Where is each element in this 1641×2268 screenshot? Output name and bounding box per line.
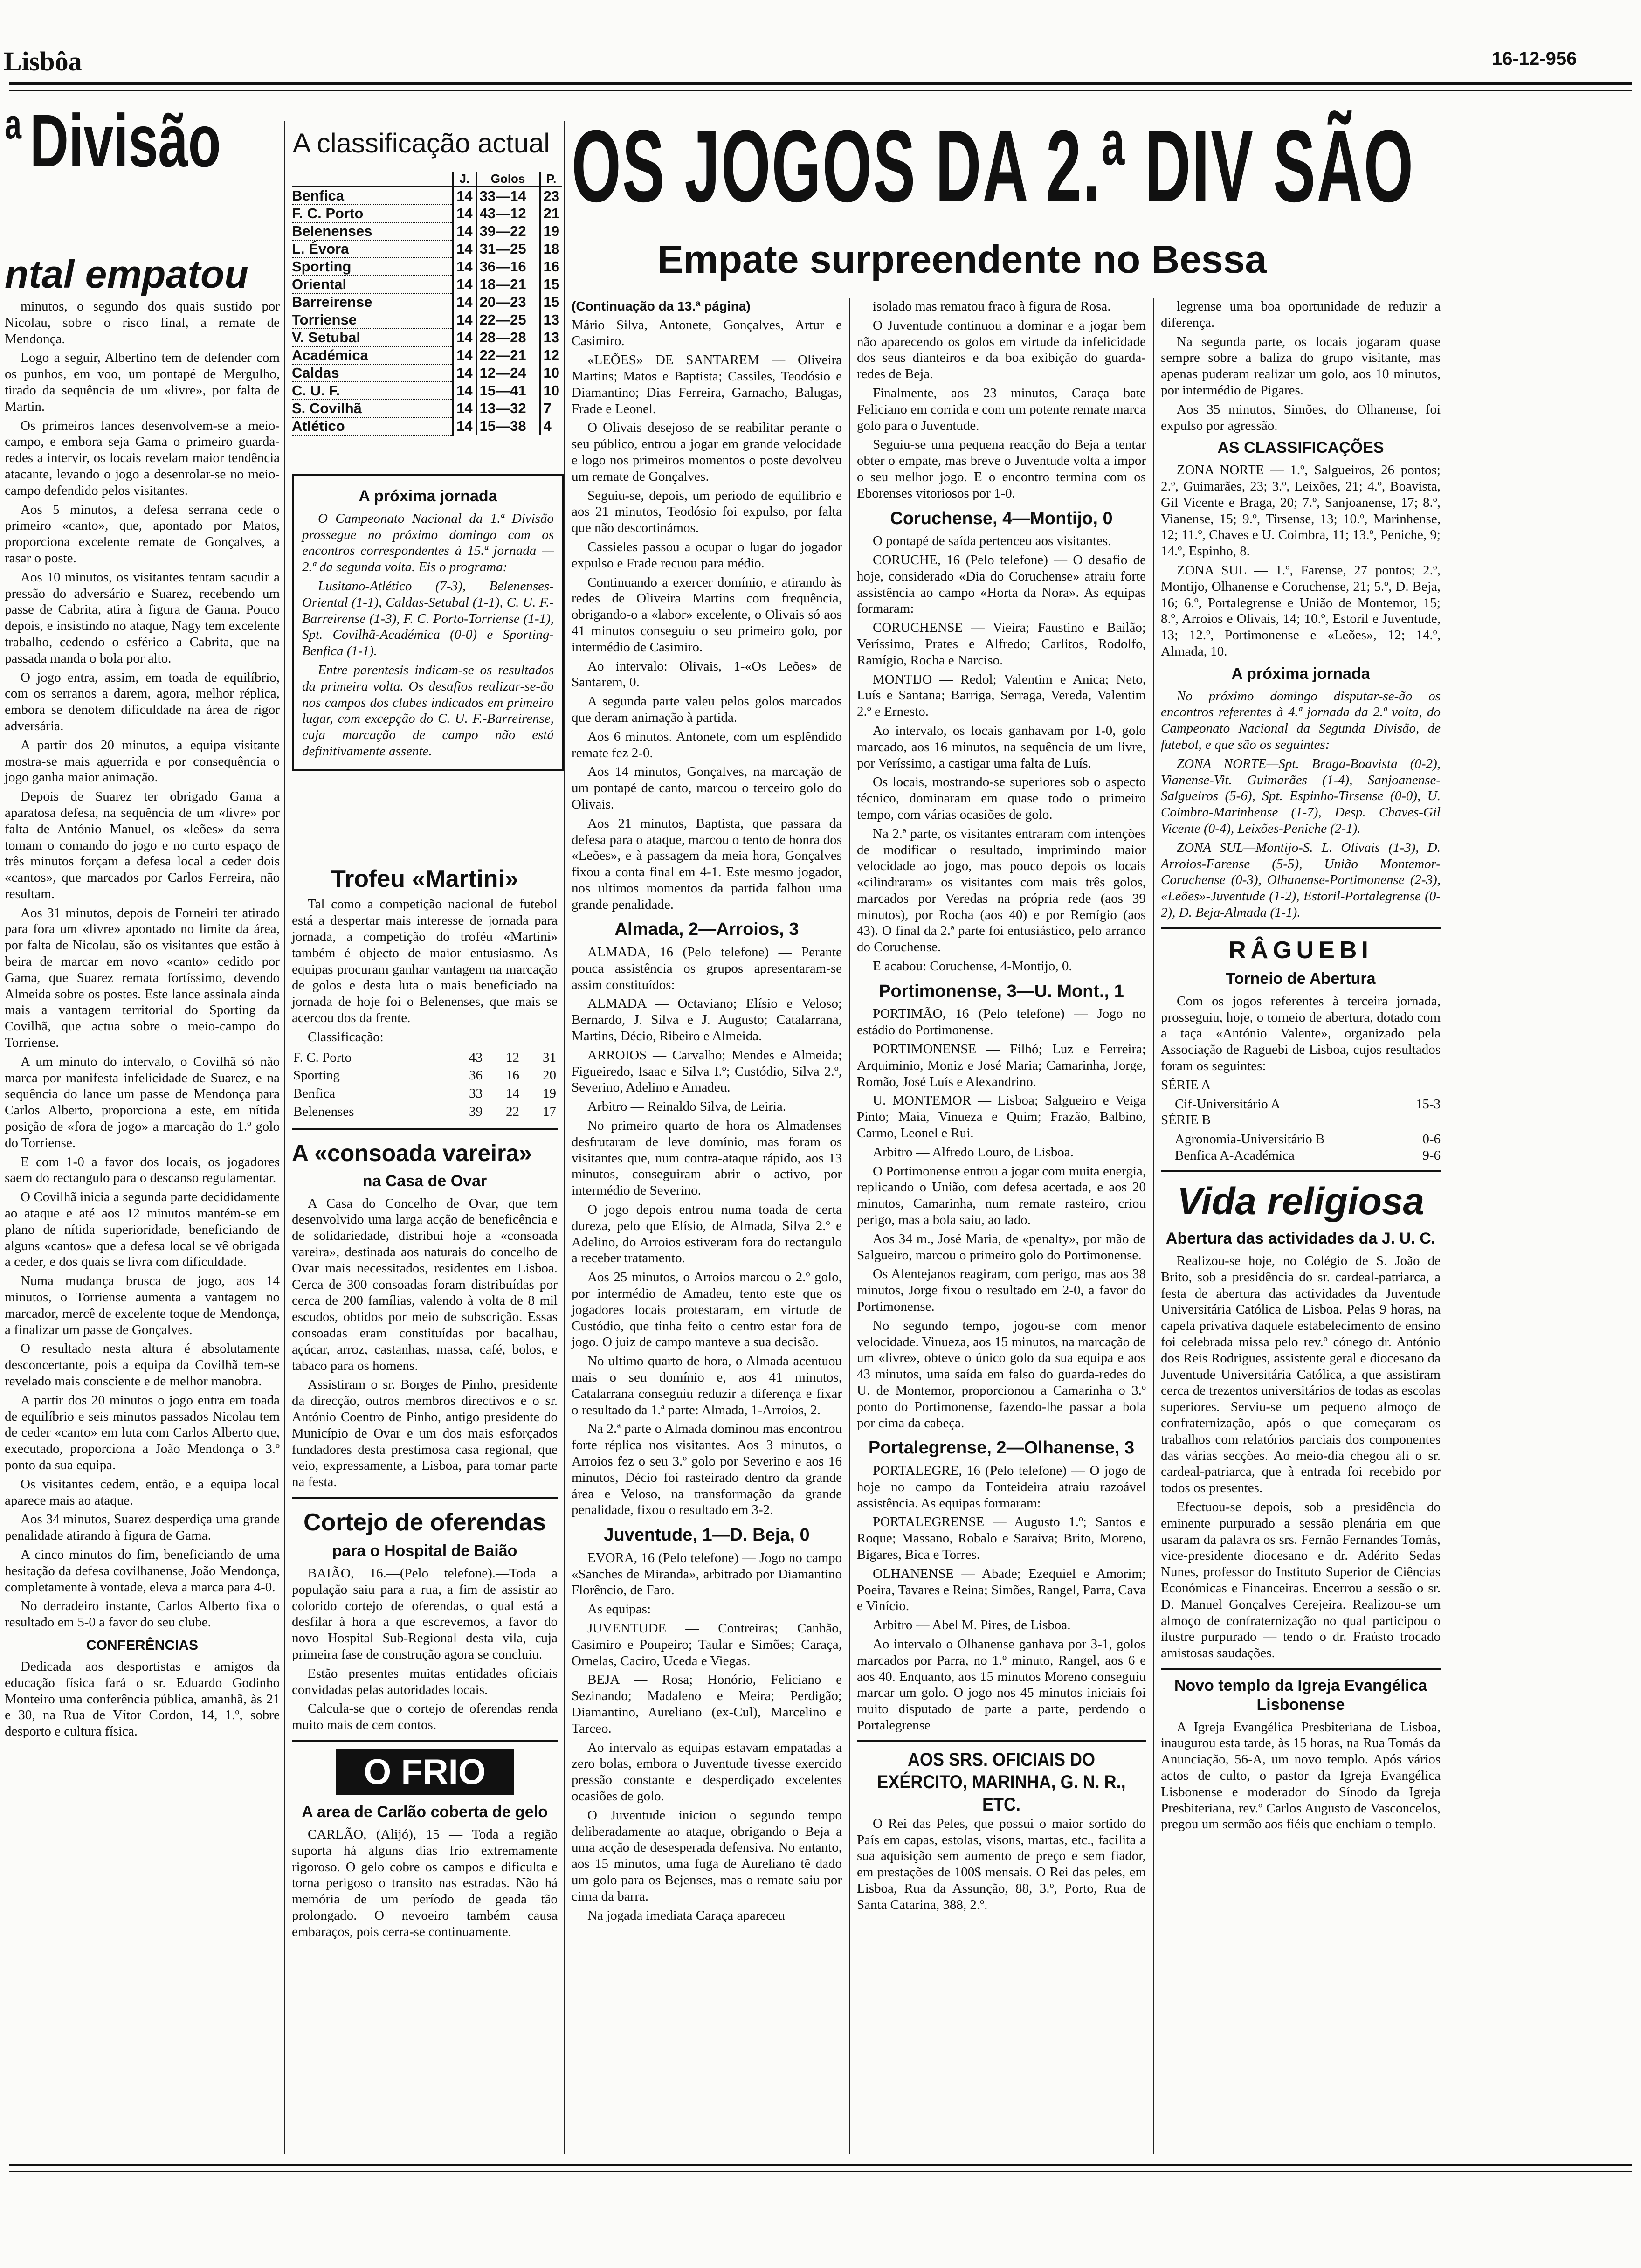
- games: 14: [453, 293, 476, 311]
- goals: 33—14: [476, 187, 540, 205]
- points: 13: [540, 329, 562, 346]
- team-name: Sporting: [293, 1068, 340, 1083]
- left-paragraph: E com 1-0 a favor dos locais, os jogadores saem do rectangulo para o descanso regulamentar.: [5, 1154, 280, 1186]
- games: 14: [453, 364, 476, 382]
- proxima2-norte: ZONA NORTE—Spt. Braga-Boavista (0-2), Vianense-Vit. Guimarães (1-4), Sanjoanense-Salgueiros (5-6), Spt. Espinho-Tirsense (0-0), U. Coimbra-Marinhense (1-7), Desp. Chaves-Gil Vicente (0-4), Leixões-Peniche (2-1).: [1161, 756, 1441, 836]
- team-name: Benfica: [292, 187, 453, 205]
- left-paragraph: Aos 5 minutos, a defesa serrana cede o primeiro «canto», que, apontado por Matos, proporciona excelente remate de Gonçalves, a rasar o poste.: [5, 502, 280, 566]
- table-row: [293, 1067, 557, 1084]
- raguebi-result: Agronomia-Universitário B 0-6: [1175, 1132, 1441, 1147]
- article-paragraph: Finalmente, aos 23 minutos, Caraça bate Feliciano em corrida e com um potente remate marca golo para o Juventude.: [857, 385, 1146, 433]
- article-paragraph: legrense uma boa oportunidade de reduzir a diferença.: [1161, 299, 1441, 330]
- consoada-p1: A Casa do Concelho de Ovar, que tem desenvolvido uma larga acção de beneficência e de solidariedade, distribui hoje a «consoada vareira», destinada aos naturais do concelho de Ovar mais necessitados, residentes em Lisboa. Cerca de 300 consoadas foram distribuídas por cerca de 200 famílias, valendo à volta de 8 mil escudos, obtidos por meio de subscrição. Essas consoadas eram constituídas por bacalhau, açúcar, arroz, castanhas, massa, café, bolos, e tabaco para os homens.: [292, 1196, 558, 1373]
- frio-subtitle: A area de Carlão coberta de gelo: [302, 1803, 548, 1821]
- left-paragraph: Aos 10 minutos, os visitantes tentam sacudir a pressão do adversário e Suarez, recebendo um passe de Cabrita, atira à figura de Gama. Pouco depois, e insistindo no ataque, Nagy tem excelente trabalho, cedendo o esférico a Cabrita, que na passada manda o bola por alto.: [5, 569, 280, 666]
- score-cell: 22: [505, 1104, 519, 1119]
- goals: 39—22: [476, 222, 540, 240]
- left-paragraph: Depois de Suarez ter obrigado Gama a aparatosa defesa, na sequência de um «livre» por falta de António Manuel, os «leões» da serra tomam o comando do jogo e no curto espaço de três minutos forçam a defesa local a ceder dois «cantos», que marcados por Carlos Ferreira, não resultam.: [5, 789, 280, 901]
- article-paragraph: Aos 21 minutos, Baptista, que passara da defesa para o ataque, marcou o tento de honra dos «Leões», e à passagem da meia hora, Gonçalves fixou a conta final em 4-1. Este mesmo jogador, nos ultimos momentos da partida falhou uma grande penalidade.: [572, 816, 842, 912]
- team-name: Belenenses: [292, 222, 453, 240]
- masthead-rule: [9, 82, 1632, 91]
- article-paragraph: Os Alentejanos reagiram, com perigo, mas aos 38 minutos, Jorge fixou o resultado em 2-0, a favor do Portimonense.: [857, 1266, 1146, 1314]
- team-name: C. U. F.: [292, 382, 453, 400]
- team-name: F. C. Porto: [293, 1050, 352, 1065]
- goals: 18—21: [476, 276, 540, 293]
- game-almada-title: Almada, 2—Arroios, 3: [614, 920, 799, 940]
- cortejo-title: Cortejo de oferendas: [303, 1508, 546, 1536]
- trofeu-section: [292, 855, 558, 1943]
- article-paragraph: Aos 6 minutos. Antonete, com um esplêndido remate fez 2-0.: [572, 729, 842, 761]
- col-j: J.: [453, 172, 476, 187]
- left-big-title: $^a$ Divisão: [5, 99, 221, 182]
- article-paragraph: OLHANENSE — Abade; Ezequiel e Amorim; Poeira, Tavares e Reina; Simões, Rangel, Parra, Cava e Vinício.: [857, 1566, 1146, 1614]
- left-paragraph: O resultado nesta altura é absolutamente desconcertante, pois a equipa da Covilhã tem-se revelado mais consciente e de melhor manobra.: [5, 1341, 280, 1389]
- proxima-title: A próxima jornada: [359, 487, 497, 505]
- left-paragraph: Os primeiros lances desenvolvem-se a meio-campo, e embora seja Gama o primeiro guarda-redes a intervir, os locais revelam maior tendência atacante, levando o jogo a desenrolar-se no meio-campo defendido pelos visitantes.: [5, 418, 280, 498]
- left-paragraph: A cinco minutos do fim, beneficiando de uma hesitação da defesa covilhanense, João Mendonça, completamente à vontade, eleva a marca para 4-0.: [5, 1547, 280, 1595]
- article-paragraph: Na segunda parte, os locais jogaram quase sempre sobre a baliza do grupo visitante, mas apenas puderam realizar um golo, aos 10 minutos, por intermédio de Pigares.: [1161, 334, 1441, 398]
- games: 14: [453, 346, 476, 364]
- article-paragraph: Ao intervalo as equipas estavam empatadas a zero bolas, embora o Juventude tivesse exercido pressão constante e desperdiçado excelentes ocasiões de golo.: [572, 1740, 842, 1804]
- conferencias-text: Dedicada aos desportistas e amigos da educação física fará o sr. Eduardo Godinho Monteiro uma conferência pública, amanhã, às 21 e 30, na Rua de Vítor Cordon, 14, 1.º, sobre desporto e cultura física.: [5, 1659, 280, 1739]
- raguebi-serie-b: SÉRIE B: [1161, 1113, 1211, 1128]
- left-subhead: ntal empatou: [5, 252, 248, 296]
- article-paragraph: isolado mas rematou fraco à figura de Rosa.: [873, 299, 1111, 314]
- table-row: [292, 293, 562, 311]
- table-row: [292, 258, 562, 276]
- article-paragraph: Arbitro — Abel M. Pires, de Lisboa.: [873, 1618, 1071, 1633]
- table-row: [293, 1103, 557, 1120]
- raguebi-text: Com os jogos referentes à terceira jornada, prosseguiu, hoje, o torneio de abertura, dotado com a taça «António Valente», organizado pela Associação de Raguebi de Lisboa, cujos resultados foram os seguintes:: [1161, 993, 1441, 1074]
- article-paragraph: Aos 14 minutos, Gonçalves, na marcação de um pontapé de canto, marcou o terceiro golo do Olivais.: [572, 764, 842, 812]
- article-paragraph: No segundo tempo, jogou-se com menor velocidade. Vinueza, aos 15 minutos, na marcação de um «livre», obteve o único golo da sua equipa e aos 43 minutos, uma saída em falso do guarda-redes do U. de Montemor, proporcionou a Camarinha o 3.º ponto do Portimonense, fazendo-lhe passar a bola por cima da cabeça.: [857, 1318, 1146, 1431]
- article-paragraph: Arbitro — Reinaldo Silva, de Leiria.: [587, 1099, 786, 1114]
- points: 7: [540, 400, 562, 417]
- ad-text: O Rei das Peles, que possui o maior sortido do País em capas, estolas, visons, martas, etc., facilita a sua aquisição sem aumento de preço e sem fiador, em prestações de 100$ mensais. O Rei das peles, em Lisboa, Rua da Assunção, 88, 3.º, Porto, Rua de Santa Catarina, 388, 2.º.: [857, 1816, 1146, 1912]
- classificacoes-title: AS CLASSIFICAÇÕES: [1217, 439, 1384, 457]
- goals: 43—12: [476, 205, 540, 222]
- raguebi-title: RÂGUEBI: [1228, 936, 1373, 964]
- article-paragraph: Aos 34 m., José Maria, de «penalty», por mão de Salgueiro, marcou o primeiro golo do Portimonense.: [857, 1231, 1146, 1263]
- article-paragraph: A segunda parte valeu pelos golos marcados que deram animação à partida.: [572, 694, 842, 725]
- article-paragraph: Os locais, mostrando-se superiores sob o aspecto técnico, dominaram em quase todo o primeiro tempo, com várias ocasiões de golo.: [857, 774, 1146, 822]
- points: 21: [540, 205, 562, 222]
- goals: 15—41: [476, 382, 540, 400]
- article-paragraph: As equipas:: [587, 1602, 651, 1617]
- points: 12: [540, 346, 562, 364]
- table-row: [292, 417, 562, 435]
- left-paragraph: Numa mudança brusca de jogo, aos 14 minutos, o Torriense aumenta a vantagem no marcador, mercê de excelente toque de Mendonça, a finalizar um passe de Gonçalves.: [5, 1273, 280, 1337]
- left-paragraph: A um minuto do intervalo, o Covilhã só não marca por manifesta infelicidade de Suarez, e na sequência do lance um passe de Mendonça para Carlos Alberto, proporciona a este, em nítida posição de «fora de jogo» a marcação do 1.º golo do Torriense.: [5, 1054, 280, 1150]
- col-golos: Golos: [476, 172, 540, 187]
- games: 14: [453, 311, 476, 329]
- templo-text: A Igreja Evangélica Presbiteriana de Lisboa, inaugurou esta tarde, às 15 horas, na Rua Tomás da Anunciação, 56-A, um novo templo. Após vários actos de culto, o pastor da Igreja Evangélica Lisbonense e moderador do Sínodo da Igreja Presbiteriana, rev.º Carlos Augusto de Vasconcelos, pregou um sermão aos fiéis que enchiam o templo.: [1161, 1719, 1441, 1832]
- article-paragraph: JUVENTUDE — Contreiras; Canhão, Casimiro e Poupeiro; Taular e Simões; Caraça, Ornelas, Caciro, Uceda e Viegas.: [572, 1620, 842, 1668]
- raguebi-serie-a: SÉRIE A: [1161, 1077, 1211, 1093]
- trofeu-table: [292, 1048, 558, 1121]
- consoada-title: A «consoada vareira»: [292, 1140, 532, 1166]
- article-paragraph: ALMADA, 16 (Pelo telefone) — Perante pouca assistência os grupos apresentaram-se assim constituídos:: [572, 945, 842, 992]
- left-paragraph: A partir dos 20 minutos o jogo entra em toada de equilíbrio e seis minutos passados Nicolau tem de ceder «canto» em luta com Carlos Alberto que, executado, proporciona a João Mendonça o 3.º ponto da sua equipa.: [5, 1392, 280, 1473]
- article-paragraph: CORUCHE, 16 (Pelo telefone) — O desafio de hoje, considerado «Dia do Coruchense» atraiu forte assistência ao campo «Horta da Nora». As equipas formaram:: [857, 552, 1146, 616]
- games: 14: [453, 187, 476, 205]
- team-name: Barreirense: [292, 293, 453, 311]
- classification-title: A classificação actual: [293, 128, 550, 159]
- table-row: [292, 364, 562, 382]
- proxima-box: [292, 474, 564, 771]
- article-paragraph: No primeiro quarto de hora os Almadenses desfrutaram de leve domínio, mas foram os visitantes que, num contra-ataque rápido, aos 13 minutos, conseguiram abrir o activo, por intermédio de Severino.: [572, 1118, 842, 1198]
- column-rule: [564, 121, 565, 2154]
- table-row: [292, 240, 562, 258]
- goals: 22—25: [476, 311, 540, 329]
- article-paragraph: Ao intervalo, os locais ganhavam por 1-0, golo marcado, aos 16 minutos, na sequência de um livre, por Veríssimo, a castigar uma falta de Luís.: [857, 723, 1146, 771]
- points: 10: [540, 364, 562, 382]
- goals: 13—32: [476, 400, 540, 417]
- article-paragraph: Seguiu-se, depois, um período de equilíbrio e aos 21 minutos, Teodósio foi expulso, por falta que não descortinámos.: [572, 488, 842, 536]
- article-paragraph: Arbitro — Alfredo Louro, de Lisboa.: [873, 1144, 1074, 1160]
- article-paragraph: Na jogada imediata Caraça apareceu: [587, 1908, 785, 1923]
- team-name: Atlético: [292, 417, 453, 435]
- article-paragraph: Aos 35 minutos, Simões, do Olhanense, foi expulso por agressão.: [1161, 401, 1441, 433]
- proxima-note: Entre parentesis indicam-se os resultados da primeira volta. Os desafios realizar-se-ão nos campos dos clubes indicados em primeiro lugar, com excepção do C. U. F.-Barreirense, cuja marcação de campo não está definitivamente assente.: [302, 662, 554, 759]
- points: 13: [540, 311, 562, 329]
- left-paragraph: A partir dos 20 minutos, a equipa visitante mostra-se mais aguerrida e por consequência o jogo ganha maior animação.: [5, 737, 280, 785]
- team-name: Benfica: [293, 1086, 336, 1101]
- table-row: [293, 1049, 557, 1066]
- table-row: [292, 187, 562, 205]
- left-article: [5, 298, 280, 1742]
- team-name: Oriental: [292, 276, 453, 293]
- consoada-subtitle: na Casa de Ovar: [362, 1172, 487, 1190]
- vida-p2: Efectuou-se depois, sob a presidência do eminente purpurado a sessão plenária em que usaram da palavra os srs. Fernão Fernandes Tomás, vice-presidente diocesano e dr. Adérito Sedas Nunes, professor do Instituto Superior de Ciências Económicas e Financeiras. Encerrou a sessão o sr. D. Manuel Gonçalves Cerejeira. Realizou-se um almoço de confraternização no qual participou o ilustre purpurado — tendo o dr. Fraústo trocado amistosas saudações.: [1161, 1499, 1441, 1661]
- score-cell: 14: [505, 1086, 519, 1101]
- article-paragraph: Aos 25 minutos, o Arroios marcou o 2.º golo, por intermédio de Amadeu, tento este que os jogadores locais protestaram, em virtude de Custódio, que tinha feito o centro estar fora de jogo. O juiz de campo manteve a sua decisão.: [572, 1270, 842, 1350]
- article-paragraph: O Juventude continuou a dominar e a jogar bem não aparecendo os golos em virtude da infelicidade dos seus dianteiros e da boa exibição do guarda-redes de Beja.: [857, 318, 1146, 382]
- classificacoes-paragraph: ZONA NORTE — 1.º, Salgueiros, 26 pontos; 2.º, Guimarães, 23; 3.º, Leixões, 21; 4.º, Boavista, Gil Vicente e Braga, 20; 7.º, Sanjoanense, 17; 8.º, Vianense, 15; 9.º, Tirsense, 13; 10.º, Marinhense, 12; 11.º, Chaves e U. Coimbra, 11; 13.º, Peniche, 9; 14.º, Espinho, 8.: [1161, 463, 1441, 559]
- main-col-3: [1161, 298, 1441, 1835]
- c1-intro: Mário Silva, Antonete, Gonçalves, Artur e Casimiro.: [572, 317, 842, 349]
- game-portalegrense-title: Portalegrense, 2—Olhanense, 3: [868, 1438, 1135, 1458]
- team-name: S. Covilhã: [292, 400, 453, 417]
- article-paragraph: O jogo depois entrou numa toada de certa dureza, pelo que Elísio, de Almada, Silva 2.º e Adelino, do Arroios estiveram fora do rectangulo a receber tratamento.: [572, 1202, 842, 1266]
- classificacoes-paragraph: ZONA SUL — 1.º, Farense, 27 pontos; 2.º, Montijo, Olhanense e Coruchense, 21; 5.º, D. Beja, 16; 6.º, Portalegrense e União de Montemor, 15; 8.º, Arroios e Olivais, 14; 10.º, Estoril e Juventude, 13; 12.º, Portimonense e «Leões», 12; 14.º, Almada, 10.: [1161, 562, 1441, 659]
- points: 19: [540, 222, 562, 240]
- table-row: [292, 329, 562, 346]
- team-name: Torriense: [292, 311, 453, 329]
- left-paragraph: Logo a seguir, Albertino tem de defender com os punhos, em voo, um pontapé de Mergulho, tirado da sequência de um «livre», por falta de Martin.: [5, 350, 280, 414]
- article-paragraph: MONTIJO — Redol; Valentim e Anica; Neto, Luís e Santana; Barriga, Serraga, Vereda, Valentim 2.º e Ernesto.: [857, 671, 1146, 719]
- article-paragraph: PORTIMONENSE — Filhó; Luz e Ferreira; Arquiminio, Moniz e José Maria; Camarinha, Jorge, Romão, José Luís e Alexandrino.: [857, 1042, 1146, 1089]
- goals: 31—25: [476, 240, 540, 258]
- article-paragraph: Ao intervalo: Olivais, 1-«Os Leões» de Santarem, 0.: [572, 658, 842, 690]
- team-name: Belenenses: [293, 1104, 354, 1119]
- points: 18: [540, 240, 562, 258]
- vida-subtitle: Abertura das actividades da J. U. C.: [1165, 1230, 1436, 1248]
- proxima-program: Lusitano-Atlético (7-3), Belenenses-Oriental (1-1), Caldas-Setubal (1-1), C. U. F.-Barreirense (1-3), F. C. Porto-Torriense (1-1), Spt. Covilhã-Académica (0-0) e Sporting-Benfica (1-1).: [302, 578, 554, 659]
- score-cell: 36: [469, 1068, 483, 1083]
- score-cell: 20: [543, 1068, 556, 1083]
- table-row: [292, 346, 562, 364]
- article-paragraph: CORUCHENSE — Vieira; Faustino e Bailão; Veríssimo, Prates e Alfredo; Carlitos, Rodolfo, Ramígio, Rocha e Narciso.: [857, 620, 1146, 668]
- vida-p1: Realizou-se hoje, no Colégio de S. João de Brito, sob a presidência do sr. cardeal-patriarca, a festa de abertura das actividades da Juventude Universitária Católica de Lisboa. Pelas 9 horas, na capela privativa daquele estabelecimento de ensino foi celebrada missa pelo rev.º cónego dr. António dos Reis Rodrigues, assistente geral e diocesano da Juventude Universitária Católica, a que assistiram cerca de trezentos universitários de todas as escolas superiores. Serviu-se um pequeno almoço de confraternização, após o que começaram os trabalhos com relatórios parciais dos componentes das várias secções. Ao meio-dia chegou ali o sr. cardeal-patriarca, que à entrada foi recebido por todos os presentes.: [1161, 1253, 1441, 1496]
- team-name: Caldas: [292, 364, 453, 382]
- article-paragraph: BEJA — Rosa; Honório, Feliciano e Sezinando; Madaleno e Meira; Perdigão; Diamantino, Aureliano (ex-Cul), Marcelino e Tarceo.: [572, 1672, 842, 1736]
- templo-title: Novo templo da Igreja Evangélica Lisbonense: [1174, 1676, 1427, 1714]
- games: 14: [453, 258, 476, 276]
- bottom-rule: [9, 2164, 1632, 2172]
- game-portimonense-title: Portimonense, 3—U. Mont., 1: [879, 981, 1124, 1001]
- games: 14: [453, 222, 476, 240]
- games: 14: [453, 205, 476, 222]
- article-paragraph: ARROIOS — Carvalho; Mendes e Almeida; Figueiredo, Isaac e Silva I.º; Custódio, Silva 2.º, Severino, Adelino e Amadeu.: [572, 1047, 842, 1095]
- goals: 20—23: [476, 293, 540, 311]
- article-paragraph: Seguiu-se uma pequena reacção do Beja a tentar obter o empate, mas breve o Juventude volta a impor o seu melhor jogo. E o encontro termina com os Eborenses vitoriosos por 1-0.: [857, 437, 1146, 501]
- score-cell: 33: [469, 1086, 483, 1101]
- score-cell: 17: [543, 1104, 556, 1119]
- column-rule: [284, 121, 285, 2154]
- points: 10: [540, 382, 562, 400]
- score-cell: 12: [505, 1050, 519, 1065]
- points: 16: [540, 258, 562, 276]
- points: 15: [540, 293, 562, 311]
- points: 4: [540, 417, 562, 435]
- score-cell: 19: [543, 1086, 556, 1101]
- classification-table: [292, 172, 562, 436]
- article-paragraph: Na 2.ª parte, os visitantes entraram com intenções de modificar o resultado, imprimindo maior velocidade ao jogo, mas pouco depois os locais «cilindraram» os visitantes com mais três golos, marcados por Veredas na própria rede (aos 39 minutos), por Rocha (aos 40) e por Remígio (aos 43). O final da 2.ª parte foi entusiástico, pelo arranco do Coruchense.: [857, 826, 1146, 955]
- trofeu-title: Trofeu «Martini»: [331, 865, 518, 892]
- cortejo-p3: Calcula-se que o cortejo de oferendas renda muito mais de cem contos.: [292, 1701, 558, 1733]
- frio-banner: [292, 1749, 558, 1795]
- games: 14: [453, 417, 476, 435]
- article-paragraph: O Portimonense entrou a jogar com muita energia, replicando o União, com defesa acertada, e aos 20 minutos, Camarinha, num remate rasteiro, criou perigo, mas a bola saiu, ao lado.: [857, 1163, 1146, 1228]
- goals: 15—38: [476, 417, 540, 435]
- left-paragraph: No derradeiro instante, Carlos Alberto fixa o resultado em 5-0 a favor do seu clube.: [5, 1598, 280, 1630]
- game-juventude-title: Juventude, 1—D. Beja, 0: [604, 1525, 810, 1545]
- left-paragraph: O Covilhã inicia a segunda parte decididamente ao ataque e até aos 12 minutos mantém-se em plano de nítida superioridade, beneficiando de alguns «cantos» que a defesa local se vê obrigada a ceder, e dos quais se livra com dificuldade.: [5, 1189, 280, 1270]
- score-cell: 16: [505, 1068, 519, 1083]
- goals: 36—16: [476, 258, 540, 276]
- article-paragraph: EVORA, 16 (Pelo telefone) — Jogo no campo «Sanches de Miranda», arbitrado por Diamantino Florêncio, de Faro.: [572, 1550, 842, 1598]
- game-coruchense-title: Coruchense, 4—Montijo, 0: [890, 508, 1113, 528]
- table-row: [292, 276, 562, 293]
- team-name: Sporting: [292, 258, 453, 276]
- team-name: Académica: [292, 346, 453, 364]
- main-col-2: [857, 298, 1146, 1916]
- left-paragraph: Os visitantes cedem, então, e a equipa local aparece mais ao ataque.: [5, 1476, 280, 1508]
- article-paragraph: PORTALEGRE, 16 (Pelo telefone) — O jogo de hoje no campo da Fonteideira atraiu razoável assistência. As equipas formaram:: [857, 1463, 1146, 1511]
- article-paragraph: Ao intervalo o Olhanense ganhava por 3-1, golos marcados por Parra, no 1.º minuto, Rangel, aos 6 e aos 40. Enquanto, aos 15 minutos Moreno conseguiu marcar um golo. O jogo nos 45 minutos iniciais foi muito disputado de parte a parte, perdendo o Portalegrense: [857, 1636, 1146, 1733]
- proxima2-sul: ZONA SUL—Montijo-S. L. Olivais (1-3), D. Arroios-Farense (5-5), União Montemor-Coruchense (0-3), Olhanense-Portimonense (2-3), «Leões»-Juventude (1-2), Estoril-Portalegrense (0-2), D. Beja-Almada (1-1).: [1161, 840, 1441, 920]
- column-rule: [849, 298, 850, 2154]
- games: 14: [453, 382, 476, 400]
- article-paragraph: O pontapé de saída pertenceu aos visitantes.: [873, 533, 1111, 549]
- article-paragraph: O Olivais desejoso de se reabilitar perante o seu público, entrou a jogar em grande velocidade e logo nos primeiros momentos o poste devolveu um remate de Gonçalves.: [572, 420, 842, 484]
- left-paragraph: Aos 34 minutos, Suarez desperdiça uma grande penalidade atirando à figura de Gama.: [5, 1512, 280, 1543]
- article-paragraph: PORTIMÃO, 16 (Pelo telefone) — Jogo no estádio do Portimonense.: [857, 1006, 1146, 1038]
- article-paragraph: PORTALEGRENSE — Augusto 1.º; Santos e Roque; Massano, Robalo e Saraiva; Brito, Moreno, Bigares, Bica e Torres.: [857, 1514, 1146, 1562]
- frio-title: O FRIO: [336, 1749, 514, 1795]
- team-name: V. Setubal: [292, 329, 453, 346]
- proxima2-title: A próxima jornada: [1231, 664, 1370, 683]
- masthead-date: 16-12-956: [1492, 48, 1577, 69]
- article-paragraph: U. MONTEMOR — Lisboa; Salgueiro e Veiga Pinto; Maia, Vinueza e Quim; Frazão, Balbino, Carmo, Leonel e Rui.: [857, 1093, 1146, 1141]
- left-paragraph: minutos, o segundo dos quais sustido por Nicolau, sobre o risco final, a remate de Mendonça.: [5, 299, 280, 346]
- score-cell: 43: [469, 1050, 483, 1065]
- conferencias-title: CONFERÊNCIAS: [86, 1637, 198, 1653]
- frio-p1: CARLÃO, (Alijó), 15 — Toda a região suporta há alguns dias frio extremamente rigoroso. O gelo cobre os campos e dificulta e torna perigoso o transito nas estradas. Não há memória de um período de geada tão prolongado. O nevoeiro também causa embaraços, pois cerra-se continuamente.: [292, 1827, 558, 1939]
- ad-title: AOS SRS. OFICIAIS DO EXÉRCITO, MARINHA, G. N. R., ETC.: [877, 1749, 1126, 1815]
- consoada-p2: Assistiram o sr. Borges de Pinho, presidente da direcção, outros membros directivos e o sr. António Coentro de Pinho, antigo presidente do Município de Ovar e um dos mais esforçados fundadores desta prestimosa casa regional, que veio, expressamente, a Lisboa, para tomar parte na festa.: [292, 1377, 558, 1490]
- cortejo-p1: BAIÃO, 16.—(Pelo telefone).—Toda a população saiu para a rua, a fim de assistir ao colorido cortejo de oferendas, o qual está a desfilar à hora a que escrevemos, a favor do novo Hospital Sub-Regional desta vila, cuja primeira fase de construção agora se concluiu.: [292, 1566, 558, 1662]
- team-name: F. C. Porto: [292, 205, 453, 222]
- trofeu-label: Classificação:: [308, 1029, 384, 1044]
- games: 14: [453, 329, 476, 346]
- games: 14: [453, 400, 476, 417]
- table-row: [292, 400, 562, 417]
- raguebi-subtitle: Torneio de Abertura: [1226, 970, 1376, 988]
- raguebi-banner: [1161, 936, 1441, 965]
- article-paragraph: Continuando a exercer domínio, e atirando às redes de Oliveira Martins com frequência, obrigando-o a «labor» excelente, o Olivais só aos 41 minutos conseguiu o seu primeiro golo, por intermédio de Casimiro.: [572, 574, 842, 655]
- raguebi-result: Benfica A-Académica 9-6: [1175, 1148, 1441, 1163]
- masthead-title: Lisbôa: [4, 46, 82, 76]
- article-paragraph: «LEÕES» DE SANTAREM — Oliveira Martins; Matos e Baptista; Cassiles, Teodósio e Diamantino; Dias Ferreira, Garnacho, Balugas, Frade e Leonel.: [572, 353, 842, 416]
- article-paragraph: ALMADA — Octaviano; Elísio e Veloso; Bernardo, J. Silva e J. Augusto; Catalarrana, Martins, Décio, Ribeiro e Almeida.: [572, 996, 842, 1044]
- cortejo-subtitle: para o Hospital de Baião: [332, 1542, 517, 1560]
- column-rule: [1153, 298, 1154, 2154]
- main-col-1: [572, 298, 842, 1926]
- table-row: [292, 205, 562, 222]
- goals: 12—24: [476, 364, 540, 382]
- goals: 22—21: [476, 346, 540, 364]
- points: 23: [540, 187, 562, 205]
- table-row: [292, 311, 562, 329]
- col-p: P.: [540, 172, 562, 187]
- main-subhead: Empate surpreendente no Bessa: [657, 237, 1267, 281]
- continuation-note: (Continuação da 13.ª página): [572, 299, 751, 313]
- article-paragraph: Cassieles passou a ocupar o lugar do jogador expulso e Frade recuou para médio.: [572, 539, 842, 571]
- article-paragraph: Na 2.ª parte o Almada dominou mas encontrou forte réplica nos visitantes. Aos 3 minutos, o Arroios fez o seu 3.º golo por Severino e aos 16 minutos, Décio foi rasteirado dentro da grande área e Veloso, na transformação da grande penalidade, fixou o resultado em 3-2.: [572, 1421, 842, 1518]
- table-row: [293, 1085, 557, 1102]
- games: 14: [453, 240, 476, 258]
- games: 14: [453, 276, 476, 293]
- team-name: L. Évora: [292, 240, 453, 258]
- proxima2-text: No próximo domingo disputar-se-ão os encontros referentes à 4.ª jornada da 2.ª volta, do Campeonato Nacional da Segunda Divisão, de futebol, e que são os seguintes:: [1161, 688, 1441, 752]
- trofeu-text: Tal como a competição nacional de futebol está a despertar mais interesse de jornada para jornada, a competição do troféu «Martini» também é objecto de maior entusiasmo. As equipas procuram ganhar vantagem na marcação de golos e desta luta o mais beneficiado na jornada de hoje foi o Belenenses, que mais se acercou dos da frente.: [292, 897, 558, 1025]
- left-paragraph: Aos 31 minutos, depois de Forneiri ter atirado para fora um «livre» apontado no limite da área, por falta de Nicolau, são os visitantes que estão à beira de marcar em novo «canto» cedido por Gama, que Suarez remata fortíssimo, devendo Almeida sobre os postes. Este lance assinala ainda mais a vantagem territorial do Sporting da Covilhã, que actua sobre o meio-campo do Torriense.: [5, 905, 280, 1051]
- article-paragraph: E acabou: Coruchense, 4-Montijo, 0.: [873, 959, 1072, 974]
- table-row: [292, 222, 562, 240]
- goals: 28—28: [476, 329, 540, 346]
- vida-title: Vida religiosa: [1177, 1180, 1425, 1223]
- raguebi-result: Cif-Universitário A 15-3: [1175, 1096, 1441, 1112]
- article-paragraph: No ultimo quarto de hora, o Almada acentuou mais o seu domínio e, aos 41 minutos, Catalarrana conseguiu reduzir a diferença e fixar o resultado da 1.ª parte: Almada, 1-Arroios, 2.: [572, 1354, 842, 1418]
- left-paragraph: O jogo entra, assim, em toada de equilíbrio, com os serranos a darem, agora, melhor réplica, embora se denotem dificuldade na área de rigor adversária.: [5, 670, 280, 733]
- article-paragraph: O Juventude iniciou o segundo tempo deliberadamente ao ataque, obrigando o Beja a uma acção de desesperada defensiva. No entanto, aos 15 minutos, uma fuga de Aureliano tê dado um golo para os Bejenses, mas o remate saiu por cima da barra.: [572, 1807, 842, 1904]
- cortejo-p2: Estão presentes muitas entidades oficiais convidadas pelas autoridades locais.: [292, 1666, 558, 1697]
- proxima-text: O Campeonato Nacional da 1.ª Divisão prossegue no próximo domingo com os encontros correspondentes à 15.ª jornada — 2.ª da segunda volta. Eis o programa:: [302, 511, 554, 575]
- score-cell: 39: [469, 1104, 483, 1119]
- main-headline: OS JOGOS DA 2.ª DIV SÃO: [572, 109, 1414, 223]
- score-cell: 31: [543, 1050, 556, 1065]
- table-row: [292, 382, 562, 400]
- points: 15: [540, 276, 562, 293]
